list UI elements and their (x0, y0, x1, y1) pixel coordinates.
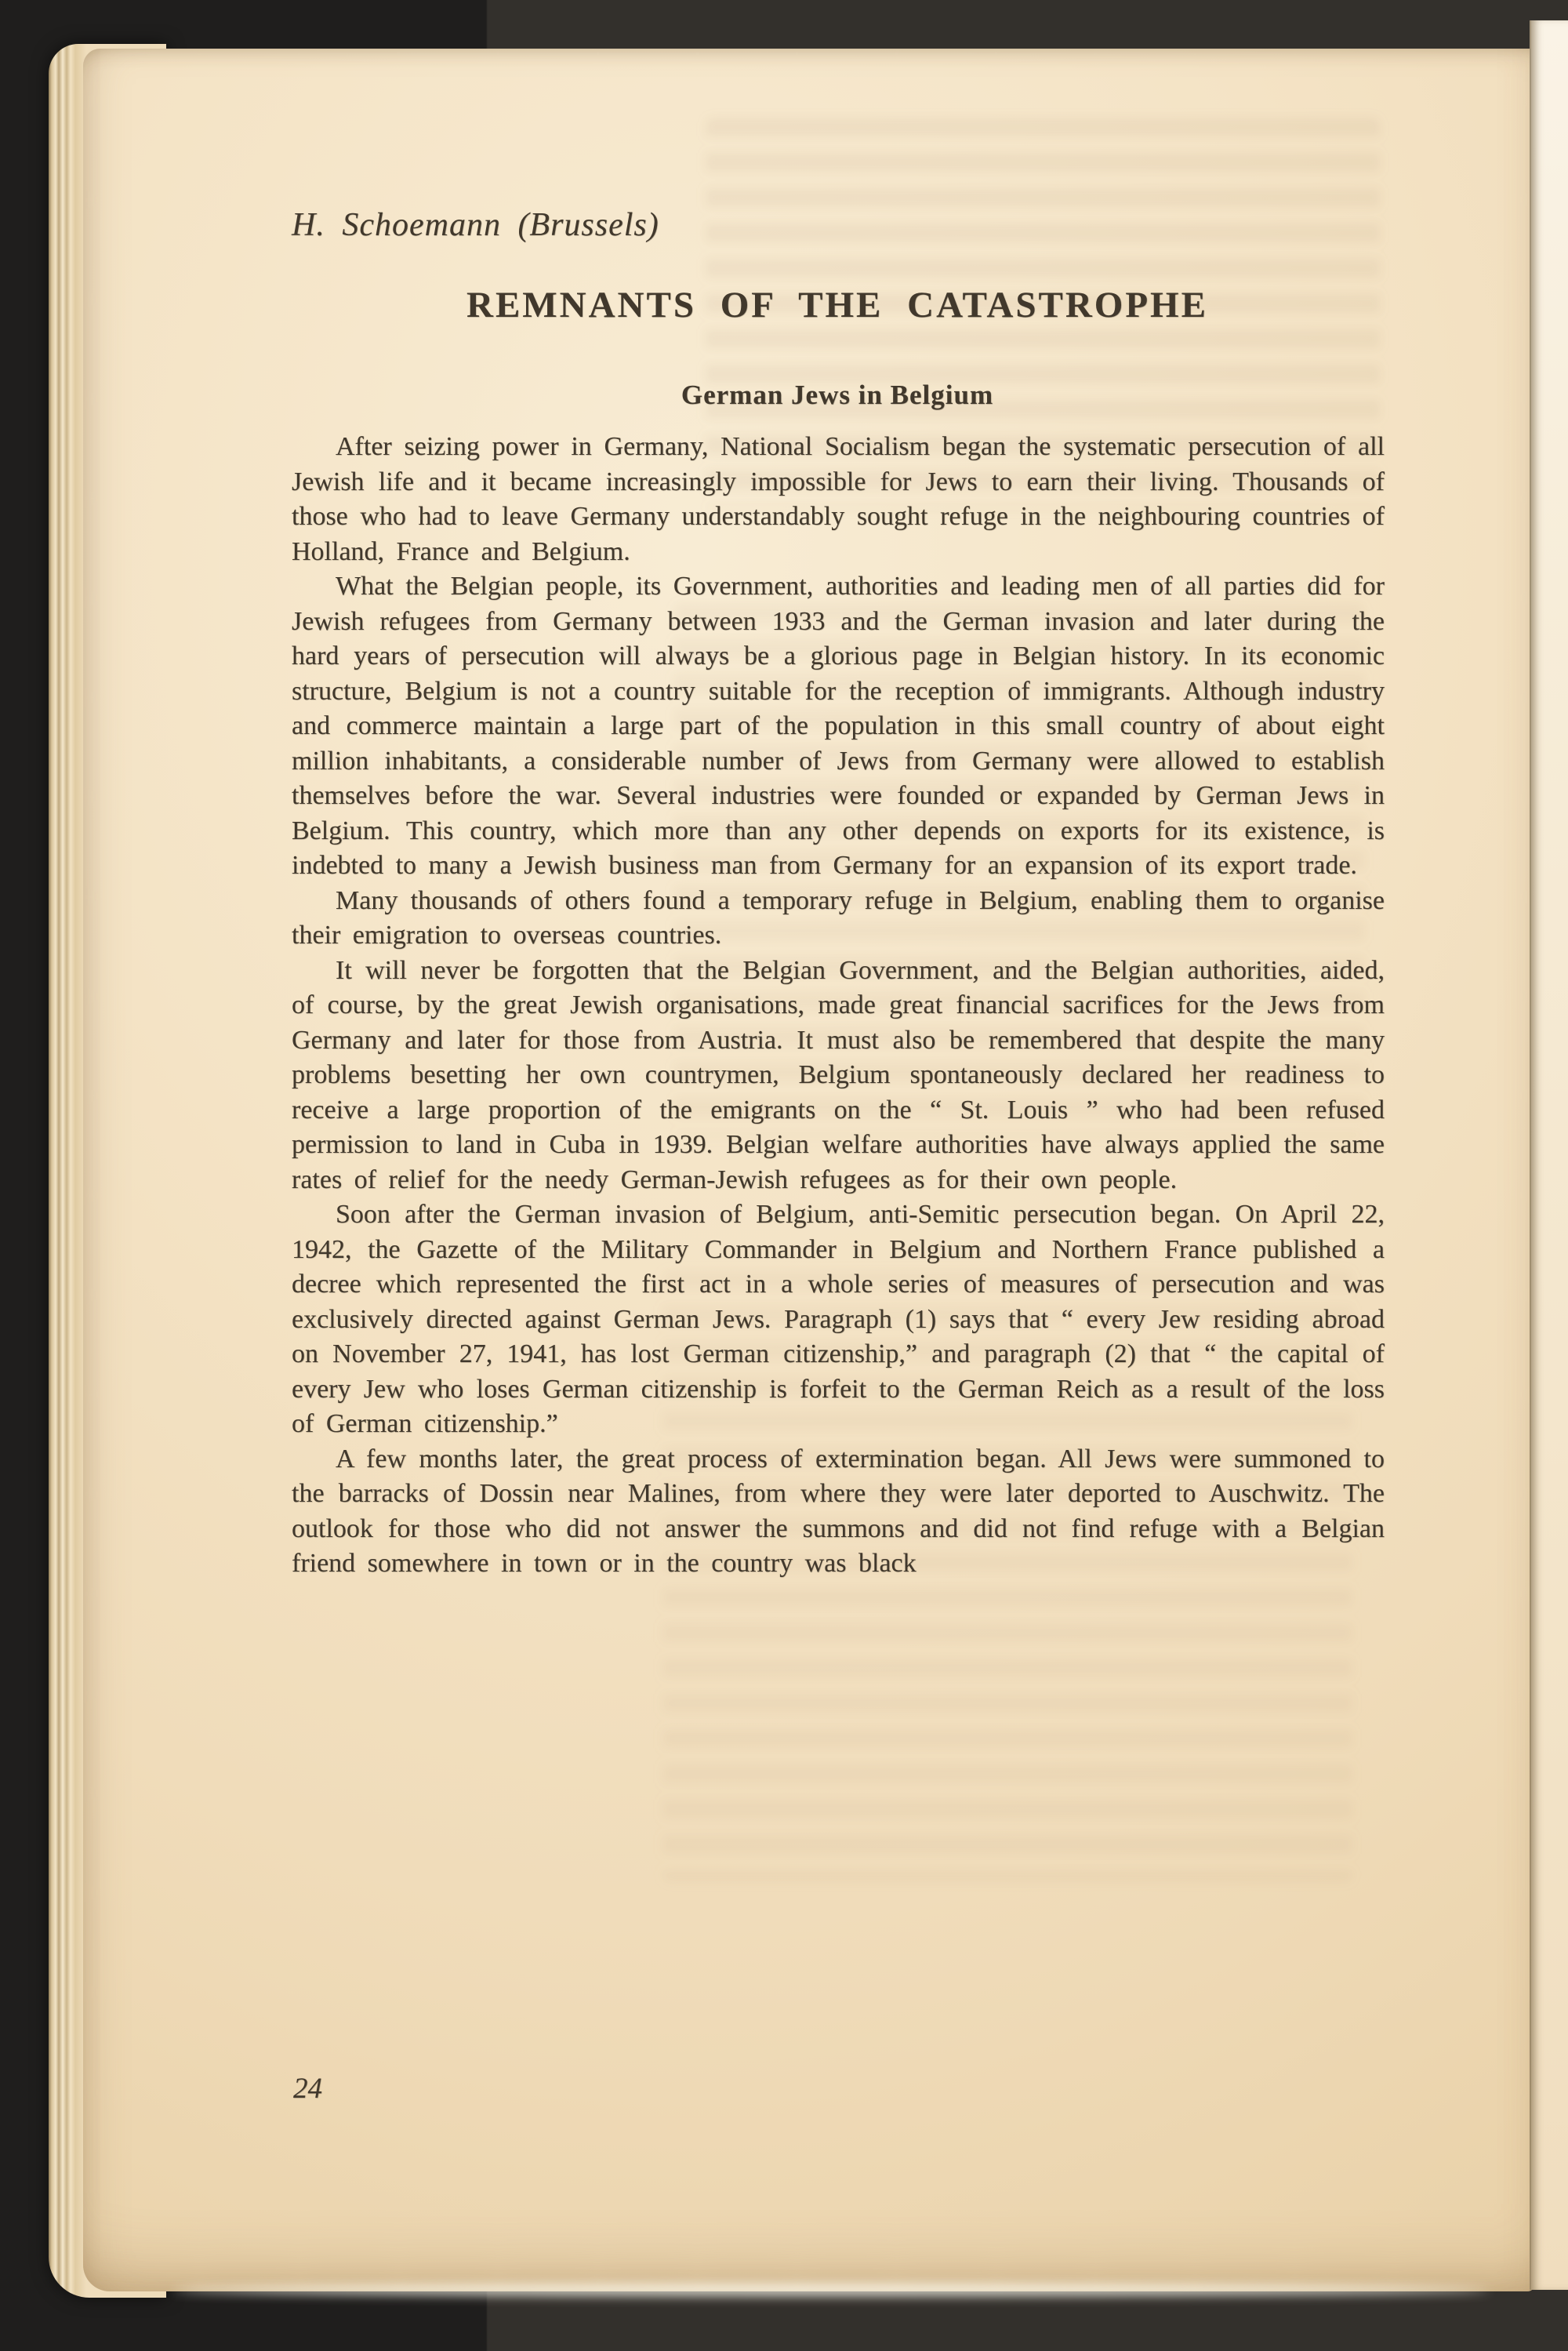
article-author: H. Schoemann (Brussels) (292, 207, 659, 243)
paragraph: A few months later, the great process of extermination began. All Jews were summoned to the barracks of Dossin near Malines, from where they were later deported to Auschwitz. The outlook for those who did not answer the summons and did not find refuge with a Belgian friend somewhere in town or in the country was black (292, 1444, 1385, 1578)
article-body (292, 430, 1385, 1582)
paragraph: After seizing power in Germany, National Socialism began the systematic persecution of all Jewish life and it became increasingly impossible for Jews to earn their living. Thousands of those who had to leave Germany understandably sought refuge in the neighbouring countries of Holland, France and Belgium. (292, 432, 1385, 566)
paragraph: It will never be forgotten that the Belgian Government, and the Belgian authorities, aided, of course, by the great Jewish organisations, made great financial sacrifices for the Jews from Germany and later for those from Austria. It must also be remembered that despite the many problems besetting her own countrymen, Belgium spontaneously declared her readiness to receive a large proportion of the emigrants on the “ St. Louis ” who had been refused permission to land in Cuba in 1939. Belgian welfare authorities have always applied the same rates of relief for the needy German-Jewish refugees as for their own people. (292, 955, 1385, 1194)
page-number: 24 (293, 2073, 322, 2105)
paragraph: Many thousands of others found a temporary refuge in Belgium, enabling them to organise their emigration to overseas countries. (292, 885, 1385, 950)
paragraph: Soon after the German invasion of Belgium, anti-Semitic persecution began. On April 22, 1942, the Gazette of the Military Commander in Belgium and Northern France published a decree which represented the first act in a whole series of measures of persecution and was exclusively directed against German Jews. Paragraph (1) says that “ every Jew residing abroad on November 27, 1941, has lost German citizenship,” and paragraph (2) that “ the capital of every Jew who loses German citizenship is forfeit to the German Reich as a result of the loss of German citizenship.” (292, 1200, 1385, 1438)
page-bottom-edge-highlight (172, 2284, 1490, 2296)
next-page-edge (1530, 20, 1568, 2290)
article-title: REMNANTS OF THE CATASTROPHE (466, 285, 1208, 325)
section-heading: German Jews in Belgium (681, 380, 994, 410)
paragraph: What the Belgian people, its Government, authorities and leading men of all parties did for Jewish refugees from Germany between 1933 and the German invasion and later during the hard years of persecution will always be a glorious page in Belgian history. In its economic structure, Belgium is not a country suitable for the reception of immigrants. Although industry and commerce maintain a large part of the population in this small country of about eight million inhabitants, a considerable number of Jews from Germany were allowed to establish themselves before the war. Several industries were founded or expanded by German Jews in Belgium. This country, which more than any other depends on exports for its existence, is indebted to many a Jewish business man from Germany for an expansion of its export trade. (292, 572, 1385, 880)
